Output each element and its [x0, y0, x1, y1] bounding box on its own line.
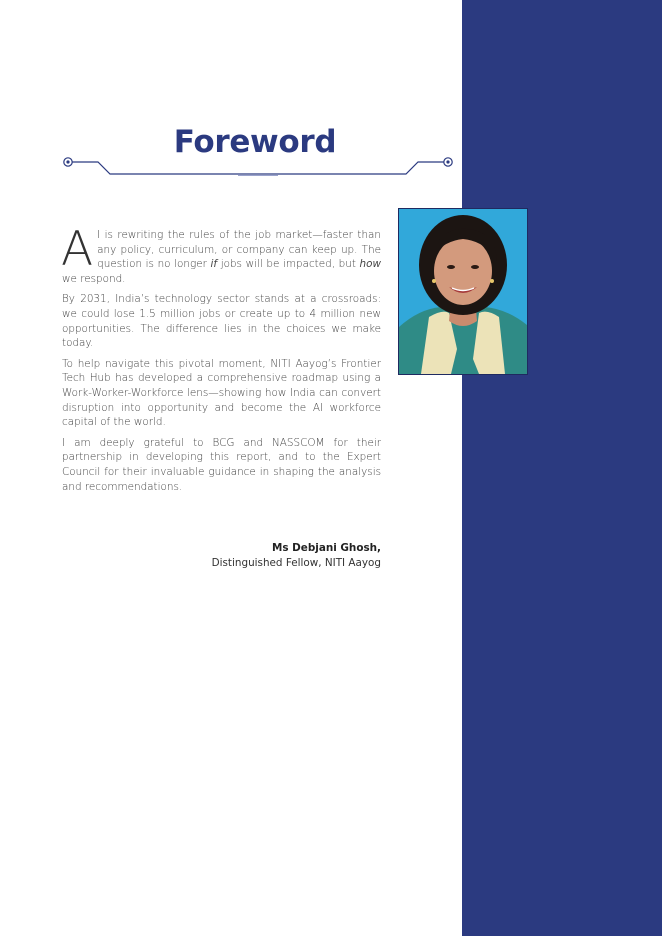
signatory-role: Distinguished Fellow, NITI Aayog [211, 556, 381, 569]
signatory-name: Ms Debjani Ghosh, [272, 542, 381, 554]
side-color-panel [462, 0, 662, 936]
signature-block [212, 541, 381, 570]
portrait-photo [398, 208, 528, 375]
paragraph-3: To help navigate this pivotal moment, NITI Aayog’s Frontier Tech Hub has developed a comprehensive roadmap using a Work-Worker-Workforce lens—showing how India can convert disruption into opportunity and become the AI workforce capital of the world. [62, 357, 381, 429]
drop-cap: A [61, 222, 94, 277]
paragraph-1: A I is rewriting the rules of the job market—faster than any policy, curriculum, or company can keep up. The question is no longer if jobs will be impacted, but how we respond. [61, 222, 381, 285]
foreword-body [61, 222, 381, 500]
paragraph-2: By 2031, India’s technology sector stands at a crossroads: we could lose 1.5 million jobs or create up to 4 million new opportunities. The difference lies in the choices we make today. [62, 293, 381, 350]
title-underline-decoration [60, 154, 456, 180]
page-title: Foreword [173, 124, 337, 160]
paragraph-4: I am deeply grateful to BCG and NASSCOM for their partnership in developing this report, and to the Expert Council for their invaluable guidance in shaping the analysis and recommendations. [62, 436, 381, 493]
